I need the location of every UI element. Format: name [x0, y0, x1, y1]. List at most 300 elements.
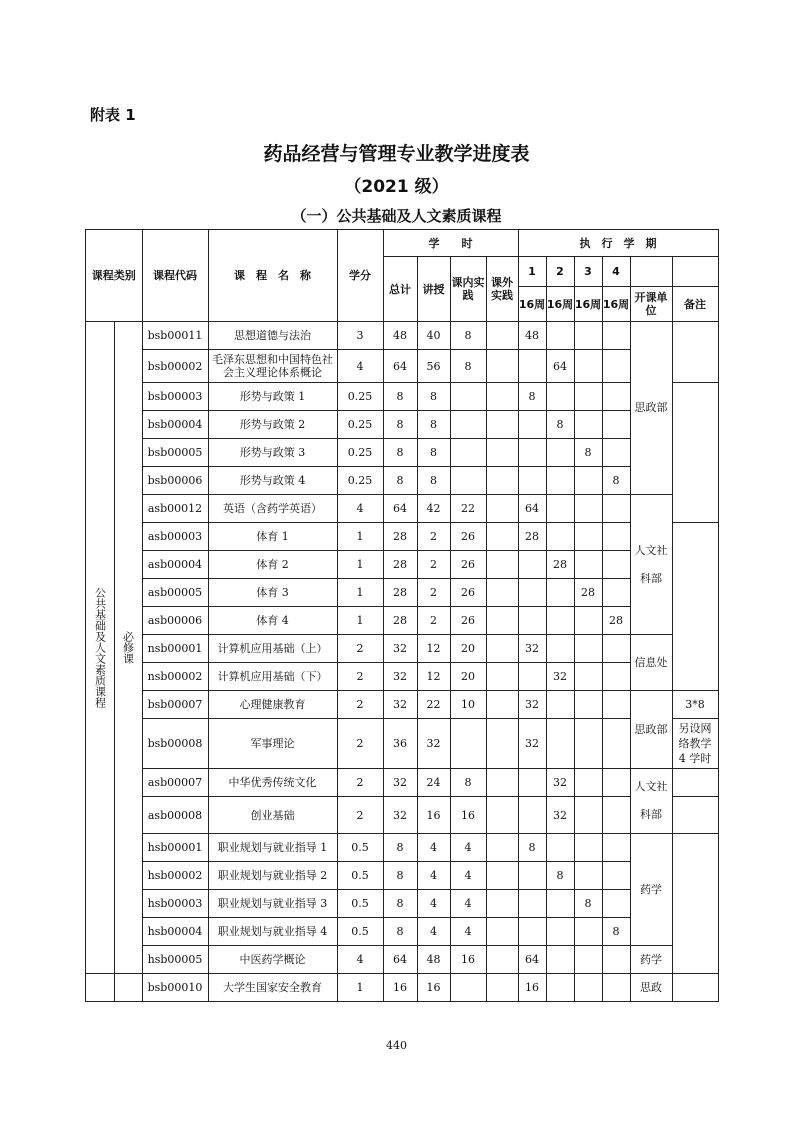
dept-cell: 思政部	[630, 322, 672, 495]
out-practice-hours	[486, 918, 518, 946]
header-blank	[672, 257, 718, 287]
course-code: hsb00002	[142, 862, 208, 890]
course-code: nsb00001	[142, 635, 208, 663]
term-3	[574, 467, 602, 495]
term-1: 8	[518, 834, 546, 862]
term-1	[518, 890, 546, 918]
term-3	[574, 974, 602, 1002]
lecture-hours: 4	[417, 890, 450, 918]
term-4	[602, 834, 630, 862]
out-practice-hours	[486, 495, 518, 523]
term-3	[574, 691, 602, 719]
total-hours: 8	[383, 918, 417, 946]
term-2	[546, 383, 574, 411]
credit: 2	[337, 769, 383, 797]
header-name: 课 程 名 称	[208, 230, 337, 322]
course-name: 职业规划与就业指导 2	[208, 862, 337, 890]
term-2	[546, 523, 574, 551]
out-practice-hours	[486, 607, 518, 635]
header-term-4: 4	[602, 257, 630, 287]
course-name: 体育 2	[208, 551, 337, 579]
category-main-cell: 公共基础及人文素质课程	[86, 322, 115, 974]
table-row	[86, 579, 719, 607]
term-4	[602, 383, 630, 411]
term-2	[546, 635, 574, 663]
table-row	[86, 663, 719, 691]
in-practice-hours: 8	[450, 350, 486, 383]
lecture-hours: 16	[417, 974, 450, 1002]
out-practice-hours	[486, 467, 518, 495]
course-code: bsb00008	[142, 719, 208, 769]
course-code: hsb00001	[142, 834, 208, 862]
in-practice-hours	[450, 719, 486, 769]
total-hours: 8	[383, 439, 417, 467]
term-1: 32	[518, 719, 546, 769]
course-code: bsb00005	[142, 439, 208, 467]
term-1	[518, 551, 546, 579]
course-name: 形势与政策 1	[208, 383, 337, 411]
category-main-blank	[86, 974, 115, 1002]
out-practice-hours	[486, 383, 518, 411]
total-hours: 48	[383, 322, 417, 350]
total-hours: 36	[383, 719, 417, 769]
course-code: hsb00005	[142, 946, 208, 974]
in-practice-hours: 26	[450, 579, 486, 607]
remark-blank	[672, 974, 718, 1002]
header-dept: 开课单位	[630, 287, 672, 322]
term-1	[518, 350, 546, 383]
out-practice-hours	[486, 350, 518, 383]
out-practice-hours	[486, 974, 518, 1002]
credit: 2	[337, 691, 383, 719]
header-term-2: 2	[546, 257, 574, 287]
total-hours: 28	[383, 551, 417, 579]
table-row	[86, 834, 719, 862]
lecture-hours: 2	[417, 551, 450, 579]
total-hours: 32	[383, 663, 417, 691]
course-code: bsb00004	[142, 411, 208, 439]
term-4	[602, 350, 630, 383]
header-lecture: 讲授	[417, 257, 450, 322]
lecture-hours: 40	[417, 322, 450, 350]
table-row	[86, 974, 719, 1002]
header-out-practice: 课外实践	[486, 257, 518, 322]
in-practice-hours: 4	[450, 918, 486, 946]
header-week-1: 16周	[518, 287, 546, 322]
table-row	[86, 495, 719, 523]
term-1	[518, 769, 546, 797]
term-1	[518, 663, 546, 691]
header-week-3: 16周	[574, 287, 602, 322]
term-4	[602, 691, 630, 719]
course-name: 大学生国家安全教育	[208, 974, 337, 1002]
out-practice-hours	[486, 890, 518, 918]
course-code: asb00003	[142, 523, 208, 551]
in-practice-hours: 20	[450, 635, 486, 663]
category-sub-cell: 必修课	[114, 322, 142, 974]
credit: 0.5	[337, 834, 383, 862]
term-2: 32	[546, 797, 574, 834]
lecture-hours: 2	[417, 523, 450, 551]
term-2: 32	[546, 663, 574, 691]
table-row	[86, 467, 719, 495]
term-4	[602, 523, 630, 551]
page-number: 440	[386, 1039, 407, 1052]
table-row	[86, 890, 719, 918]
term-4	[602, 862, 630, 890]
term-2	[546, 946, 574, 974]
credit: 1	[337, 607, 383, 635]
term-3	[574, 322, 602, 350]
total-hours: 8	[383, 862, 417, 890]
credit: 0.25	[337, 467, 383, 495]
table-row	[86, 719, 719, 769]
out-practice-hours	[486, 523, 518, 551]
term-4: 8	[602, 918, 630, 946]
credit: 0.5	[337, 918, 383, 946]
lecture-hours: 22	[417, 691, 450, 719]
credit: 1	[337, 579, 383, 607]
course-name: 英语（含药学英语）	[208, 495, 337, 523]
term-1: 48	[518, 322, 546, 350]
out-practice-hours	[486, 797, 518, 834]
term-3	[574, 411, 602, 439]
course-name: 职业规划与就业指导 1	[208, 834, 337, 862]
in-practice-hours: 4	[450, 890, 486, 918]
total-hours: 28	[383, 579, 417, 607]
term-1: 32	[518, 635, 546, 663]
credit: 2	[337, 719, 383, 769]
in-practice-hours: 10	[450, 691, 486, 719]
term-3	[574, 663, 602, 691]
total-hours: 32	[383, 691, 417, 719]
header-term-1: 1	[518, 257, 546, 287]
table-row	[86, 322, 719, 350]
term-1	[518, 579, 546, 607]
out-practice-hours	[486, 719, 518, 769]
course-code: asb00005	[142, 579, 208, 607]
term-2	[546, 439, 574, 467]
term-4	[602, 890, 630, 918]
course-code: bsb00006	[142, 467, 208, 495]
in-practice-hours	[450, 383, 486, 411]
term-3	[574, 946, 602, 974]
remark-blank	[672, 834, 718, 974]
term-1: 64	[518, 946, 546, 974]
term-3	[574, 797, 602, 834]
course-code: asb00004	[142, 551, 208, 579]
term-2	[546, 974, 574, 1002]
total-hours: 64	[383, 350, 417, 383]
term-1	[518, 797, 546, 834]
in-practice-hours: 26	[450, 607, 486, 635]
course-name: 心理健康教育	[208, 691, 337, 719]
credit: 0.25	[337, 411, 383, 439]
table-row	[86, 411, 719, 439]
term-3	[574, 523, 602, 551]
term-1: 8	[518, 383, 546, 411]
term-2	[546, 495, 574, 523]
lecture-hours: 8	[417, 439, 450, 467]
dept-cell: 信息处	[630, 635, 672, 691]
header-week-4: 16周	[602, 287, 630, 322]
header-remark: 备注	[672, 287, 718, 322]
lecture-hours: 12	[417, 635, 450, 663]
term-4	[602, 719, 630, 769]
term-1: 64	[518, 495, 546, 523]
header-hours: 学 时	[383, 230, 518, 257]
lecture-hours: 8	[417, 467, 450, 495]
remark-blank	[672, 797, 718, 834]
out-practice-hours	[486, 551, 518, 579]
remark-blank	[672, 769, 718, 797]
total-hours: 16	[383, 974, 417, 1002]
credit: 4	[337, 350, 383, 383]
term-3	[574, 495, 602, 523]
term-1	[518, 607, 546, 635]
lecture-hours: 4	[417, 834, 450, 862]
term-3	[574, 719, 602, 769]
course-name: 形势与政策 2	[208, 411, 337, 439]
term-4	[602, 579, 630, 607]
term-1	[518, 411, 546, 439]
dept-cell: 思政	[630, 974, 672, 1002]
term-1	[518, 918, 546, 946]
dept-cell: 人文社科部	[630, 495, 672, 635]
dept-cell: 人文社科部	[630, 769, 672, 834]
term-2	[546, 834, 574, 862]
course-code: asb00012	[142, 495, 208, 523]
out-practice-hours	[486, 322, 518, 350]
credit: 1	[337, 974, 383, 1002]
course-name: 中华优秀传统文化	[208, 769, 337, 797]
total-hours: 8	[383, 890, 417, 918]
total-hours: 8	[383, 411, 417, 439]
course-name: 中医药学概论	[208, 946, 337, 974]
header-schedule: 执 行 学 期	[518, 230, 718, 257]
table-row	[86, 523, 719, 551]
document-title: 药品经营与管理专业教学进度表	[263, 143, 530, 165]
table-row	[86, 797, 719, 834]
course-code: asb00006	[142, 607, 208, 635]
dept-cell: 药学	[630, 946, 672, 974]
in-practice-hours	[450, 411, 486, 439]
in-practice-hours	[450, 974, 486, 1002]
total-hours: 64	[383, 946, 417, 974]
in-practice-hours	[450, 467, 486, 495]
term-3	[574, 862, 602, 890]
total-hours: 32	[383, 769, 417, 797]
course-name: 计算机应用基础（下）	[208, 663, 337, 691]
total-hours: 32	[383, 635, 417, 663]
in-practice-hours: 8	[450, 322, 486, 350]
lecture-hours: 12	[417, 663, 450, 691]
out-practice-hours	[486, 579, 518, 607]
term-2: 8	[546, 411, 574, 439]
term-3: 8	[574, 890, 602, 918]
term-3	[574, 918, 602, 946]
term-2	[546, 719, 574, 769]
term-2	[546, 918, 574, 946]
term-4	[602, 439, 630, 467]
in-practice-hours: 26	[450, 551, 486, 579]
term-1	[518, 862, 546, 890]
course-name: 体育 4	[208, 607, 337, 635]
term-3	[574, 635, 602, 663]
table-row	[86, 383, 719, 411]
total-hours: 8	[383, 467, 417, 495]
term-1: 32	[518, 691, 546, 719]
credit: 2	[337, 635, 383, 663]
course-code: bsb00003	[142, 383, 208, 411]
course-code: nsb00002	[142, 663, 208, 691]
in-practice-hours: 20	[450, 663, 486, 691]
header-term-3: 3	[574, 257, 602, 287]
total-hours: 8	[383, 834, 417, 862]
category-sub-blank	[114, 974, 142, 1002]
term-4	[602, 946, 630, 974]
course-code: bsb00010	[142, 974, 208, 1002]
course-name: 形势与政策 3	[208, 439, 337, 467]
term-3	[574, 551, 602, 579]
table-row	[86, 918, 719, 946]
term-2: 32	[546, 769, 574, 797]
course-name: 体育 3	[208, 579, 337, 607]
lecture-hours: 8	[417, 383, 450, 411]
term-3	[574, 769, 602, 797]
course-name: 形势与政策 4	[208, 467, 337, 495]
remark-blank	[672, 383, 718, 523]
term-3	[574, 383, 602, 411]
term-2: 8	[546, 862, 574, 890]
header-blank	[630, 257, 672, 287]
term-1	[518, 467, 546, 495]
credit: 1	[337, 523, 383, 551]
in-practice-hours: 26	[450, 523, 486, 551]
out-practice-hours	[486, 691, 518, 719]
out-practice-hours	[486, 635, 518, 663]
term-4	[602, 495, 630, 523]
term-4	[602, 797, 630, 834]
term-2	[546, 691, 574, 719]
lecture-hours: 56	[417, 350, 450, 383]
dept-cell: 思政部	[630, 691, 672, 769]
header-credit: 学分	[337, 230, 383, 322]
dept-cell: 药学	[630, 834, 672, 946]
in-practice-hours: 4	[450, 862, 486, 890]
lecture-hours: 42	[417, 495, 450, 523]
term-1: 16	[518, 974, 546, 1002]
course-code: bsb00002	[142, 350, 208, 383]
grade-label: （2021 级）	[344, 177, 449, 197]
table-row	[86, 769, 719, 797]
total-hours: 28	[383, 607, 417, 635]
out-practice-hours	[486, 862, 518, 890]
course-name: 职业规划与就业指导 3	[208, 890, 337, 918]
out-practice-hours	[486, 439, 518, 467]
remark-cell: 3*8	[672, 691, 718, 719]
lecture-hours: 32	[417, 719, 450, 769]
out-practice-hours	[486, 411, 518, 439]
course-name: 体育 1	[208, 523, 337, 551]
term-4	[602, 322, 630, 350]
term-4	[602, 411, 630, 439]
total-hours: 8	[383, 383, 417, 411]
in-practice-hours: 16	[450, 797, 486, 834]
table-row	[86, 607, 719, 635]
course-code: asb00008	[142, 797, 208, 834]
lecture-hours: 4	[417, 918, 450, 946]
total-hours: 64	[383, 495, 417, 523]
course-code: hsb00003	[142, 890, 208, 918]
header-in-practice: 课内实践	[450, 257, 486, 322]
lecture-hours: 24	[417, 769, 450, 797]
table-row	[86, 946, 719, 974]
out-practice-hours	[486, 769, 518, 797]
lecture-hours: 4	[417, 862, 450, 890]
table-row	[86, 691, 719, 719]
credit: 3	[337, 322, 383, 350]
total-hours: 28	[383, 523, 417, 551]
term-4: 28	[602, 607, 630, 635]
in-practice-hours: 4	[450, 834, 486, 862]
term-2	[546, 467, 574, 495]
table-row	[86, 551, 719, 579]
appendix-label: 附表 1	[90, 106, 136, 124]
section-title: （一）公共基础及人文素质课程	[291, 207, 502, 225]
term-1: 28	[518, 523, 546, 551]
in-practice-hours	[450, 439, 486, 467]
header-category: 课程类别	[86, 230, 143, 322]
table-row	[86, 635, 719, 663]
term-3: 8	[574, 439, 602, 467]
course-name: 思想道德与法治	[208, 322, 337, 350]
term-4: 8	[602, 467, 630, 495]
total-hours: 32	[383, 797, 417, 834]
in-practice-hours: 16	[450, 946, 486, 974]
credit: 0.25	[337, 439, 383, 467]
credit: 2	[337, 663, 383, 691]
term-4	[602, 635, 630, 663]
term-2	[546, 890, 574, 918]
term-2: 64	[546, 350, 574, 383]
credit: 0.5	[337, 862, 383, 890]
course-code: bsb00011	[142, 322, 208, 350]
course-name: 计算机应用基础（上）	[208, 635, 337, 663]
term-3	[574, 607, 602, 635]
course-name: 军事理论	[208, 719, 337, 769]
out-practice-hours	[486, 946, 518, 974]
term-4	[602, 769, 630, 797]
schedule-table	[85, 229, 719, 1002]
credit: 0.5	[337, 890, 383, 918]
term-1	[518, 439, 546, 467]
term-2	[546, 322, 574, 350]
header-total: 总计	[383, 257, 417, 322]
table-row	[86, 862, 719, 890]
term-3: 28	[574, 579, 602, 607]
credit: 1	[337, 551, 383, 579]
term-2: 28	[546, 551, 574, 579]
course-code: hsb00004	[142, 918, 208, 946]
header-week-2: 16周	[546, 287, 574, 322]
header-code: 课程代码	[142, 230, 208, 322]
remark-cell: 另设网络教学 4 学时	[672, 719, 718, 769]
term-3	[574, 834, 602, 862]
lecture-hours: 8	[417, 411, 450, 439]
lecture-hours: 48	[417, 946, 450, 974]
course-name: 职业规划与就业指导 4	[208, 918, 337, 946]
